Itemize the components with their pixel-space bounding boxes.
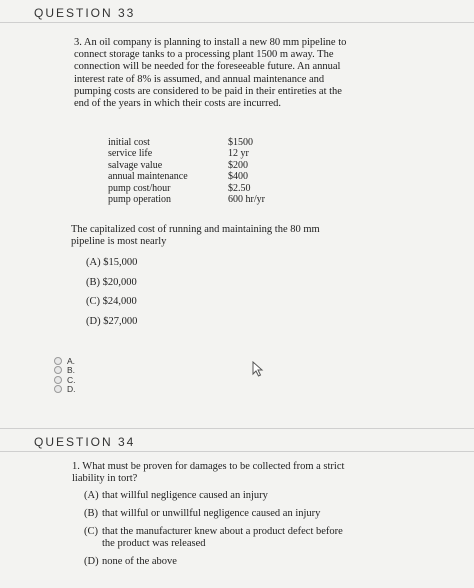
table-value: $400 (228, 171, 248, 183)
radio-button[interactable] (54, 357, 62, 365)
problem-statement: 3. An oil company is planning to install a new 80 mm pipeline to connect storage tanks to a processing plant 1500 m away. The connection will be needed for the foreseeable future. An annual interest rate of 8% is assumed, and annual maintenance and pumping costs are considered to be paid in their entireties at the end of the years in which their costs are incurred. (74, 37, 347, 110)
radio-label: B. (67, 365, 76, 376)
answer-choices (86, 253, 137, 331)
radio-option-c[interactable] (54, 375, 76, 385)
question-34-choices (84, 490, 354, 574)
choice-c: (C) $24,000 (86, 296, 137, 307)
table-label: annual maintenance (108, 171, 188, 183)
table-value: 12 yr (228, 148, 249, 160)
question-34-stem: 1. What must be proven for damages to be collected from a strict liability in tort? (72, 461, 345, 484)
radio-button[interactable] (54, 366, 62, 374)
table-label: initial cost (108, 137, 150, 148)
table-value: $2.50 (228, 182, 251, 194)
choice-letter: (D) (84, 556, 99, 567)
radio-label: D. (67, 384, 76, 395)
q34-choice-b (84, 508, 354, 520)
choice-a: (A) $15,000 (86, 257, 138, 268)
table-label: pump cost/hour (108, 182, 171, 194)
radio-button[interactable] (54, 385, 62, 393)
table-label: salvage value (108, 159, 163, 171)
choice-letter: (C) (84, 526, 98, 537)
choice-text: that the manufacturer knew about a product defect before the product was released (102, 526, 343, 549)
question-stem: The capitalized cost of running and maintaining the 80 mm pipeline is most nearly (71, 224, 320, 247)
table-value: $200 (228, 159, 248, 171)
table-row (108, 137, 288, 148)
radio-option-d[interactable] (54, 385, 76, 395)
q34-choice-c (84, 526, 354, 550)
radio-button[interactable] (54, 376, 62, 384)
question-34-header (0, 428, 474, 452)
table-label: pump operation (108, 194, 172, 206)
choice-text: that willful negligence caused an injury (102, 490, 268, 501)
q34-choice-d (84, 556, 354, 568)
q34-choice-a (84, 490, 354, 502)
mouse-cursor-icon (252, 361, 264, 377)
table-row (108, 160, 288, 171)
choice-letter: (A) (84, 490, 99, 501)
choice-text: that willful or unwillful negligence caused an injury (102, 508, 321, 519)
choice-d: (D) $27,000 (86, 315, 138, 327)
radio-label: C. (67, 374, 76, 385)
table-row (108, 194, 288, 205)
choice-text: none of the above (102, 556, 177, 567)
question-34-title: QUESTION 34 (34, 435, 136, 449)
choice-b: (B) $20,000 (86, 276, 137, 288)
radio-option-a[interactable] (54, 356, 76, 366)
question-33-header (0, 0, 474, 23)
radio-label: A. (67, 355, 76, 366)
choice-letter: (B) (84, 508, 98, 519)
question-33-title: QUESTION 33 (34, 6, 136, 20)
table-value: 600 hr/yr (228, 194, 265, 206)
table-row (108, 183, 288, 194)
given-data-table (108, 137, 288, 205)
table-value: $1500 (228, 137, 253, 148)
radio-option-b[interactable] (54, 366, 76, 376)
table-row (108, 171, 288, 182)
answer-radio-group (54, 356, 76, 394)
table-row (108, 148, 288, 159)
table-label: service life (108, 148, 153, 160)
